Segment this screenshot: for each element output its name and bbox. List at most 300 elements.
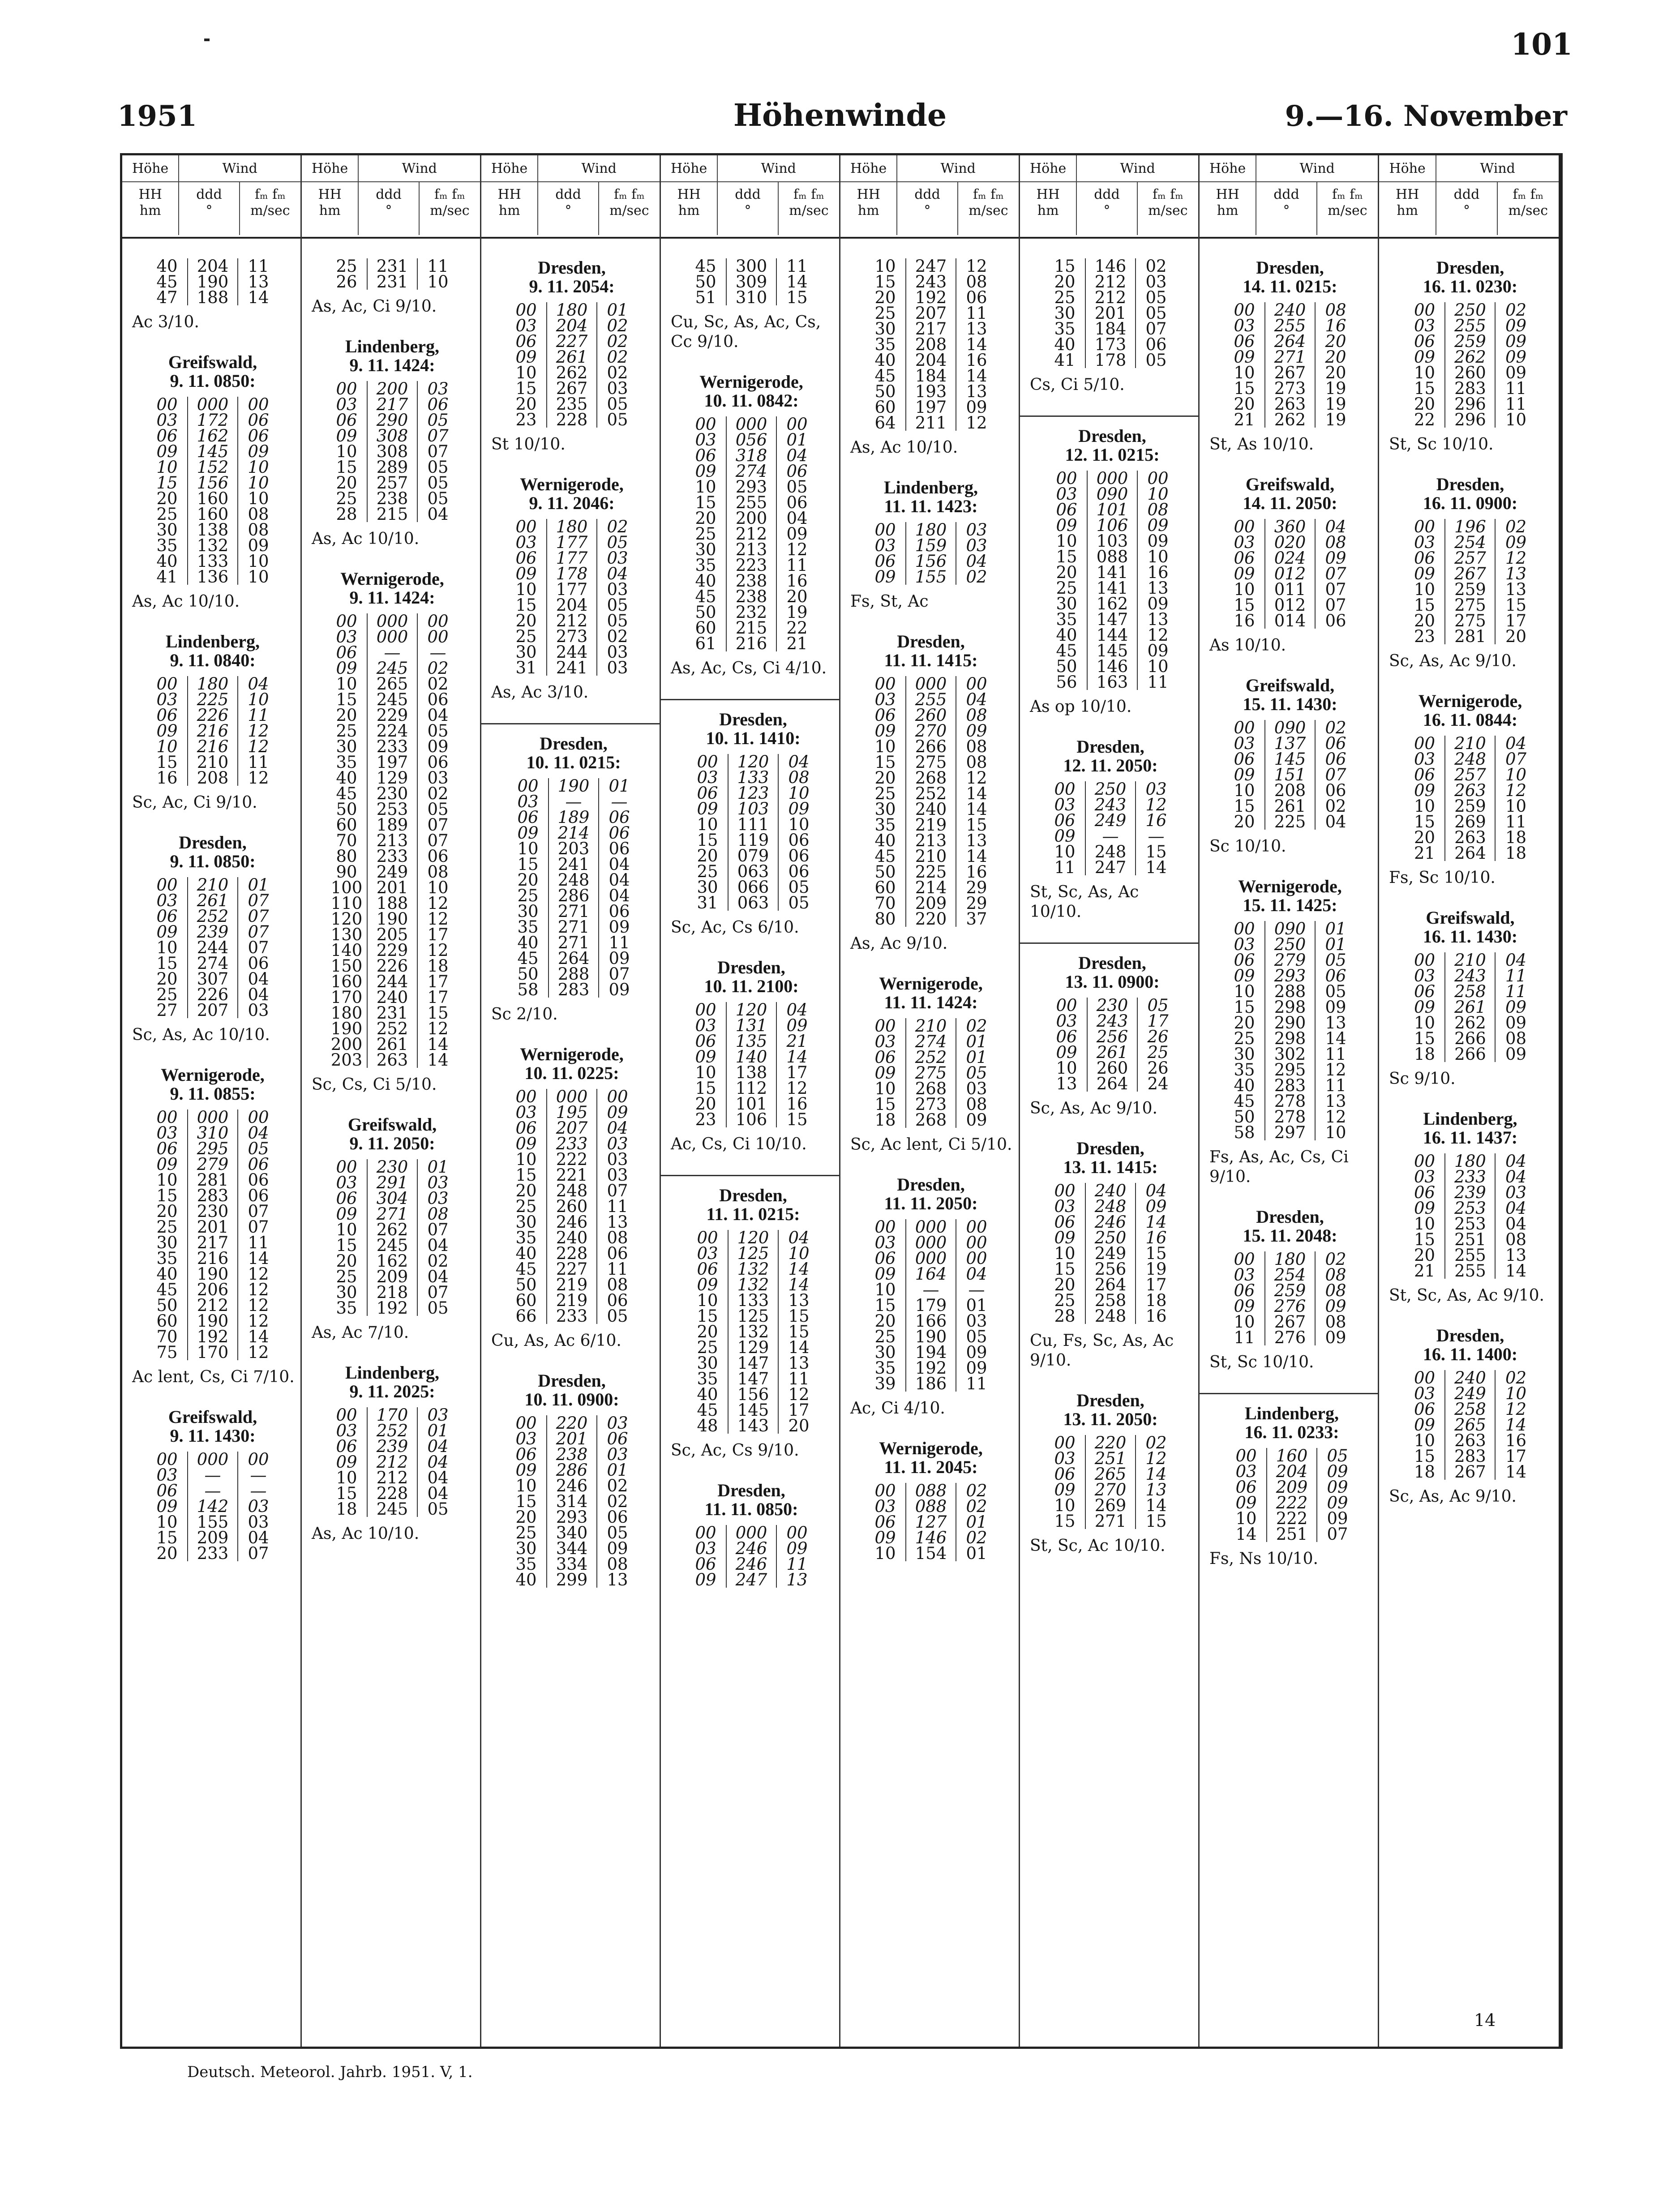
direction-cell: 146 <box>1087 659 1137 674</box>
height-cell: 15 <box>156 1186 178 1205</box>
direction-cell: 271 <box>549 904 599 919</box>
table-row <box>865 723 997 739</box>
speed-cell: 06 <box>248 426 269 445</box>
sounding <box>847 632 1015 954</box>
table-row <box>865 676 997 692</box>
height-cell: 20 <box>336 706 357 725</box>
height-cell: 00 <box>695 415 716 434</box>
speed-cell: 01 <box>966 1544 987 1563</box>
table-row <box>865 754 997 770</box>
height-cell: 03 <box>1414 1167 1436 1186</box>
direction-cell: 212 <box>547 613 597 629</box>
height-cell: 45 <box>697 1401 718 1420</box>
table-row <box>1224 396 1356 412</box>
column-header <box>661 155 839 239</box>
height-cell: 180 <box>330 1003 363 1023</box>
table-row <box>865 1298 997 1313</box>
direction-cell: 132 <box>188 538 238 553</box>
speed-cell: 02 <box>607 1476 628 1495</box>
height-cell: 10 <box>697 1291 718 1310</box>
direction-cell: 180 <box>188 676 238 692</box>
column-body <box>840 239 1019 1561</box>
speed-cell: 09 <box>786 1016 808 1035</box>
column-header <box>481 155 660 239</box>
header-hh-hm <box>840 182 897 235</box>
direction-cell: 000 <box>188 397 238 412</box>
direction-cell: 210 <box>188 754 238 770</box>
table-row <box>1046 486 1178 502</box>
height-cell: 06 <box>1235 1478 1257 1497</box>
column-body <box>481 239 660 1588</box>
height-cell: 35 <box>156 1249 178 1268</box>
sounding-time: 11. 11. 1424: <box>884 992 978 1012</box>
header-hh: HH <box>1395 187 1419 202</box>
height-cell: 20 <box>1234 812 1255 831</box>
speed-cell: 03 <box>427 1189 449 1208</box>
cloud-note: As, Ac 7/10. <box>312 1324 409 1342</box>
sounding-time: 14. 11. 2050: <box>1243 493 1337 513</box>
table-row <box>506 613 638 629</box>
table-row <box>1404 1015 1536 1031</box>
direction-cell: 190 <box>367 911 417 927</box>
table-row <box>865 770 997 786</box>
speed-cell: 08 <box>248 520 269 540</box>
sounding <box>1385 1326 1555 1507</box>
station-name: Lindenberg, <box>345 336 440 356</box>
speed-cell: 11 <box>1505 982 1527 1001</box>
height-cell: 10 <box>874 257 896 276</box>
direction-cell: 188 <box>188 290 238 305</box>
table-row <box>687 754 819 770</box>
height-cell: 10 <box>1234 982 1255 1001</box>
speed-cell: 06 <box>786 493 808 512</box>
table-row <box>1404 830 1536 845</box>
height-cell: 06 <box>874 1249 896 1268</box>
table-row <box>147 692 279 707</box>
sounding-table <box>147 258 279 305</box>
speed-cell: 24 <box>1147 1074 1169 1093</box>
direction-cell: 136 <box>188 569 238 585</box>
height-cell: 06 <box>1054 811 1076 830</box>
direction-cell: 246 <box>547 1214 597 1230</box>
table-row <box>1045 1261 1176 1277</box>
height-cell: 40 <box>1054 335 1076 354</box>
height-cell: 03 <box>515 533 537 552</box>
header-hh-hm <box>302 182 359 235</box>
speed-cell: 11 <box>607 1197 628 1216</box>
table-row <box>326 1222 458 1238</box>
table-row <box>326 412 458 428</box>
height-cell: 50 <box>695 272 716 291</box>
table-row <box>147 258 279 274</box>
column-body <box>122 239 300 1561</box>
direction-cell: 279 <box>1265 952 1315 968</box>
table-row <box>506 1308 638 1324</box>
speed-cell: 13 <box>607 1570 628 1589</box>
height-cell: 03 <box>697 1244 718 1263</box>
header-wind: Wind <box>222 161 257 176</box>
table-row <box>508 935 639 951</box>
sounding-table <box>865 1483 997 1561</box>
sounding-time: 9. 11. 1424: <box>349 587 435 608</box>
station-name: Lindenberg, <box>883 477 978 497</box>
sounding <box>308 258 476 317</box>
table-row <box>326 770 458 786</box>
sounding <box>308 1115 476 1343</box>
speed-cell: 25 <box>1147 1043 1169 1062</box>
speed-cell: 13 <box>966 831 987 850</box>
table-row <box>865 833 997 848</box>
speed-cell: 01 <box>966 1296 987 1315</box>
table-row <box>1045 828 1176 844</box>
height-cell: 25 <box>515 1523 537 1542</box>
height-cell: 50 <box>874 382 896 401</box>
height-cell: 40 <box>517 933 539 952</box>
sounding-table <box>1224 519 1356 629</box>
direction-cell: 132 <box>728 1261 778 1277</box>
direction-cell: 253 <box>367 801 417 817</box>
table-row <box>506 550 638 566</box>
column-header <box>1379 155 1559 239</box>
height-cell: 20 <box>156 969 178 989</box>
height-cell: 20 <box>156 489 178 508</box>
direction-cell: 147 <box>1087 612 1137 627</box>
table-row <box>506 1462 638 1478</box>
header-ddd: ddd <box>555 187 581 202</box>
header-row-2 <box>1379 182 1559 235</box>
direction-cell: 262 <box>547 365 597 381</box>
direction-cell: 155 <box>906 569 956 585</box>
table-row <box>1045 274 1176 290</box>
height-cell: 28 <box>1054 1306 1076 1326</box>
speed-cell: 04 <box>1505 1152 1527 1171</box>
table-row <box>326 676 458 692</box>
direction-cell: 267 <box>1445 1464 1495 1480</box>
speed-cell: 06 <box>248 1155 269 1174</box>
table-row <box>147 1204 279 1219</box>
direction-cell: 131 <box>726 1018 776 1033</box>
direction-cell: 088 <box>1087 549 1137 565</box>
height-cell: 110 <box>330 894 363 913</box>
height-cell: 06 <box>517 808 539 827</box>
table-row <box>326 927 458 942</box>
table-row <box>1224 1109 1356 1125</box>
direction-cell: — <box>188 1467 238 1483</box>
height-cell: 06 <box>515 1445 537 1464</box>
direction-cell: 178 <box>547 566 597 582</box>
speed-cell: 03 <box>1145 272 1167 291</box>
speed-cell: — <box>611 792 628 811</box>
cloud-note: Fs, Sc 10/10. <box>1389 869 1496 887</box>
sounding-time: 9. 11. 0840: <box>170 650 256 670</box>
speed-cell: 03 <box>607 658 628 677</box>
table-row <box>147 908 279 924</box>
height-cell: 09 <box>1235 1493 1257 1512</box>
table-row <box>326 723 458 739</box>
direction-cell: 273 <box>906 1096 956 1112</box>
cloud-note: Fs, St, Ac <box>850 592 929 611</box>
speed-cell: 05 <box>786 477 808 497</box>
direction-cell: 263 <box>367 1052 417 1068</box>
height-cell: 21 <box>1234 410 1255 429</box>
sounding-table <box>1045 1183 1176 1324</box>
table-row <box>686 432 817 448</box>
direction-cell: 214 <box>906 880 956 895</box>
sounding-table <box>865 1219 997 1392</box>
direction-cell: 231 <box>367 258 417 274</box>
table-row <box>326 1407 458 1423</box>
table-row <box>865 786 997 801</box>
speed-cell: 20 <box>1505 627 1527 646</box>
direction-cell: 056 <box>726 432 776 448</box>
height-cell: 03 <box>156 690 178 709</box>
speed-cell: 03 <box>427 768 449 788</box>
speed-cell: 12 <box>788 1385 810 1404</box>
speed-cell: 05 <box>1325 982 1346 1001</box>
direction-cell: 238 <box>547 1447 597 1462</box>
speed-cell: 03 <box>607 1134 628 1153</box>
direction-cell: 180 <box>547 302 597 318</box>
direction-cell: 120 <box>728 1230 778 1246</box>
direction-cell: 261 <box>188 893 238 908</box>
direction-cell: 286 <box>547 1462 597 1478</box>
cloud-note: Sc, Ac, Cs 6/10. <box>671 918 799 937</box>
height-cell: 03 <box>1414 750 1436 769</box>
direction-cell: 212 <box>367 1470 417 1486</box>
height-cell: 03 <box>1234 935 1255 954</box>
speed-cell: 20 <box>1325 332 1346 351</box>
sounding-table <box>1404 1153 1536 1279</box>
table-row <box>506 660 638 676</box>
direction-cell: 256 <box>1085 1261 1136 1277</box>
header-deg: ° <box>924 203 931 218</box>
height-cell: 00 <box>1414 300 1436 320</box>
direction-cell: 201 <box>188 1219 238 1235</box>
speed-cell: 05 <box>1147 996 1169 1015</box>
speed-cell: 10 <box>1147 657 1169 676</box>
height-cell: 06 <box>336 643 357 662</box>
height-cell: 10 <box>697 815 718 834</box>
direction-cell: 129 <box>728 1340 778 1355</box>
height-cell: 09 <box>1414 347 1436 367</box>
height-cell: 40 <box>695 571 716 591</box>
height-cell: 03 <box>1234 316 1255 335</box>
height-cell: 15 <box>336 458 357 477</box>
height-cell: 00 <box>515 1087 537 1106</box>
table-row <box>686 589 817 604</box>
speed-cell: — <box>1148 827 1165 846</box>
height-cell: 35 <box>515 1228 537 1247</box>
table-row <box>1224 365 1356 381</box>
table-row <box>1224 1015 1356 1031</box>
speed-cell: 16 <box>966 351 987 370</box>
table-row <box>506 1105 638 1120</box>
sounding-time: 9. 11. 2025: <box>349 1381 435 1401</box>
speed-cell: 07 <box>427 831 449 850</box>
direction-cell: 024 <box>1265 550 1315 566</box>
table-row <box>506 1183 638 1199</box>
height-cell: 45 <box>695 587 716 606</box>
table-row <box>865 1499 997 1514</box>
table-row <box>1045 1498 1176 1513</box>
speed-cell: 09 <box>966 721 987 741</box>
direction-cell: 298 <box>1265 1031 1315 1046</box>
speed-cell: 05 <box>607 533 628 552</box>
table-row <box>1226 1448 1358 1464</box>
direction-cell: 252 <box>367 1021 417 1037</box>
speed-cell: — <box>250 1465 267 1485</box>
table-row <box>687 1355 819 1371</box>
height-cell: 15 <box>1234 595 1255 615</box>
table-row <box>326 613 458 629</box>
speed-cell: 14 <box>788 1338 810 1357</box>
speed-cell: 10 <box>248 489 269 508</box>
speed-cell: 04 <box>788 752 810 771</box>
speed-cell: 14 <box>966 784 987 803</box>
table-row <box>508 810 639 825</box>
table-row <box>687 848 819 864</box>
height-cell: 09 <box>1234 347 1255 367</box>
table-row <box>1226 1526 1358 1542</box>
speed-cell: 09 <box>1505 533 1527 552</box>
height-cell: 10 <box>517 839 539 858</box>
height-cell: 03 <box>336 1173 357 1192</box>
direction-cell: 276 <box>1265 1330 1315 1345</box>
height-cell: 10 <box>156 938 178 957</box>
direction-cell: 262 <box>1445 1015 1495 1031</box>
direction-cell: 180 <box>1265 1251 1315 1267</box>
speed-cell: 09 <box>609 917 630 937</box>
direction-cell: 195 <box>547 1105 597 1120</box>
direction-cell: 146 <box>1085 258 1136 274</box>
speed-cell: 06 <box>609 823 630 843</box>
direction-cell: 000 <box>188 1109 238 1125</box>
sounding <box>1206 676 1374 857</box>
direction-cell: 261 <box>1445 999 1495 1015</box>
cloud-note: As, Ac 9/10. <box>850 934 948 953</box>
table-row <box>147 1002 279 1018</box>
speed-cell: 13 <box>1505 580 1527 599</box>
table-row <box>1045 797 1176 813</box>
table-row <box>1224 550 1356 566</box>
sounding-table <box>1404 952 1536 1062</box>
speed-cell: 05 <box>427 411 449 430</box>
height-cell: 00 <box>156 875 178 895</box>
sounding <box>481 723 660 1024</box>
table-row <box>326 1021 458 1037</box>
cloud-note: As, Ac, Ci 9/10. <box>312 297 437 316</box>
speed-cell: 00 <box>786 415 808 434</box>
speed-cell: 09 <box>788 799 810 818</box>
height-cell: 09 <box>1234 564 1255 583</box>
sounding <box>847 1175 1015 1418</box>
speed-cell: 06 <box>427 753 449 772</box>
direction-cell: 276 <box>1265 1298 1315 1314</box>
direction-cell: 178 <box>1085 352 1136 368</box>
direction-cell: 193 <box>906 384 956 399</box>
speed-cell: 02 <box>1325 1250 1346 1269</box>
table-row <box>865 1219 997 1235</box>
sounding-time: 15. 11. 1430: <box>1243 694 1337 714</box>
direction-cell: 273 <box>1265 381 1315 396</box>
direction-cell: 290 <box>367 412 417 428</box>
direction-cell: 213 <box>906 833 956 848</box>
direction-cell: 246 <box>1085 1214 1136 1230</box>
speed-cell: 03 <box>966 1079 987 1098</box>
height-cell: 200 <box>330 1035 363 1054</box>
table-row <box>687 864 819 879</box>
speed-cell: 01 <box>607 1461 628 1480</box>
speed-cell: 15 <box>786 288 808 307</box>
speed-cell: 10 <box>1505 410 1527 429</box>
speed-cell: 13 <box>966 319 987 338</box>
speed-cell: 01 <box>248 875 269 895</box>
height-cell: 09 <box>1234 1297 1255 1316</box>
height-cell: 09 <box>1234 765 1255 784</box>
direction-cell: 132 <box>728 1277 778 1293</box>
speed-cell: 03 <box>1145 780 1167 799</box>
column-header <box>122 155 300 239</box>
direction-cell: 260 <box>906 707 956 723</box>
table-row <box>1404 736 1536 751</box>
direction-cell: 261 <box>367 1037 417 1052</box>
header-row-2 <box>302 182 480 235</box>
direction-cell: 241 <box>547 660 597 676</box>
speed-cell: 05 <box>607 1523 628 1542</box>
cloud-note: Ac lent, Cs, Ci 7/10. <box>132 1368 295 1386</box>
direction-cell: 252 <box>367 1423 417 1439</box>
height-cell: 140 <box>330 941 363 960</box>
speed-cell: 11 <box>248 706 269 725</box>
height-cell: 09 <box>1414 781 1436 800</box>
height-cell: 03 <box>517 792 539 811</box>
speed-cell: 01 <box>1325 935 1346 954</box>
table-row <box>147 676 279 692</box>
table-row <box>508 966 639 982</box>
speed-cell: 09 <box>966 1110 987 1130</box>
speed-cell: 05 <box>607 611 628 630</box>
height-cell: 10 <box>336 674 357 694</box>
table-row <box>1045 1230 1176 1246</box>
station-name: Dresden, <box>1436 257 1504 278</box>
direction-cell: 295 <box>1265 1062 1315 1078</box>
speed-cell: 07 <box>1325 564 1346 583</box>
table-row <box>147 444 279 459</box>
direction-cell: 259 <box>1445 334 1495 349</box>
header-row-2 <box>1020 182 1198 235</box>
speed-cell: 18 <box>1145 1291 1167 1310</box>
speed-cell: 05 <box>1145 288 1167 307</box>
table-row <box>865 1018 997 1034</box>
cloud-note: St, Sc, Ac 10/10. <box>1030 1537 1166 1555</box>
table-row <box>865 1096 997 1112</box>
table-row <box>147 770 279 786</box>
direction-cell: 290 <box>1265 1015 1315 1031</box>
direction-cell: 000 <box>726 1525 776 1541</box>
table-row <box>686 495 817 510</box>
direction-cell: 201 <box>1085 305 1136 321</box>
direction-cell: 251 <box>1085 1451 1136 1466</box>
direction-cell: 261 <box>1265 798 1315 814</box>
speed-cell: 02 <box>1325 797 1346 816</box>
table-row <box>147 1329 279 1345</box>
table-row <box>1404 999 1536 1015</box>
table-row <box>1046 1060 1178 1076</box>
speed-cell: 16 <box>1145 1306 1167 1326</box>
table-row <box>1045 290 1176 305</box>
table-row <box>506 1494 638 1509</box>
direction-cell: 344 <box>547 1541 597 1556</box>
